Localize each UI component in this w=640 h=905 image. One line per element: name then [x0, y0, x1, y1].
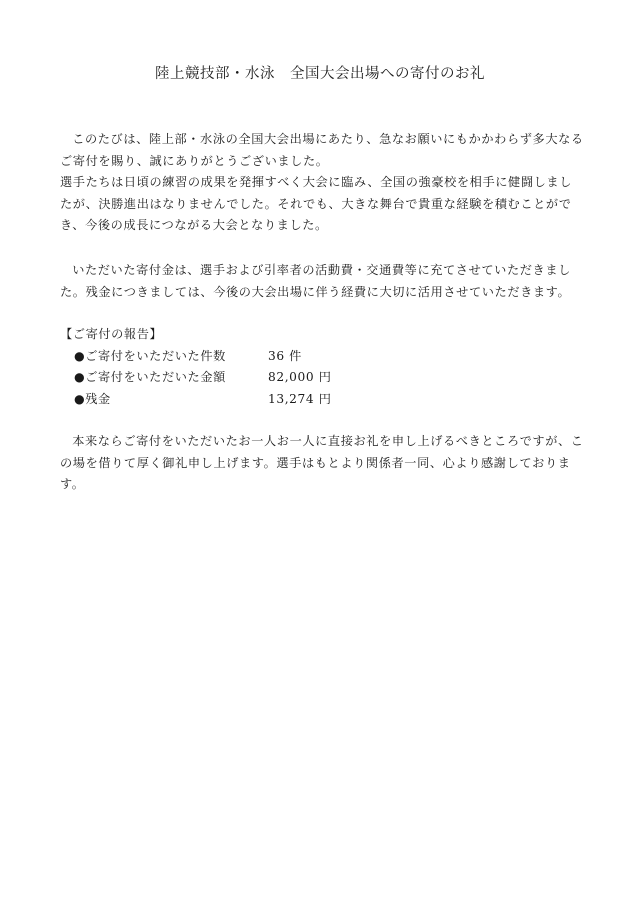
paragraph-thanks — [60, 129, 584, 237]
report-item-value: 13,274 円 — [268, 391, 332, 406]
report-item-value: 36 件 — [268, 348, 302, 363]
report-item-amount — [60, 367, 584, 389]
report-list — [60, 346, 584, 411]
paragraph-closing: 本来ならご寄付をいただいたお一人お一人に直接お礼を申し上げるべきところですが、この場を借りて厚く御礼申し上げます。選手はもとより関係者一同、心より感謝しております。 — [60, 434, 584, 491]
report-item-label: ●ご寄付をいただいた件数 — [74, 348, 226, 363]
report-item-label: ●残金 — [74, 391, 111, 406]
paragraph-usage: いただいた寄付金は、選手および引率者の活動費・交通費等に充てさせていただきました。残金につきましては、今後の大会出場に伴う経費に大切に活用させていただきます。 — [60, 263, 571, 299]
report-item-balance — [60, 389, 584, 411]
document-title: 陸上競技部・水泳 全国大会出場への寄付のお礼 — [155, 66, 485, 82]
report-item-count — [60, 346, 584, 368]
paragraph-thanks-intro: このたびは、陸上部・水泳の全国大会出場にあたり、急なお願いにもかかわらず多大なるご寄付を賜り、誠にありがとうございました。 — [60, 132, 584, 168]
report-heading: 【ご寄付の報告】 — [60, 327, 163, 341]
donation-report — [60, 324, 584, 410]
paragraph-thanks-result: 選手たちは日頃の練習の成果を発揮すべく大会に臨み、全国の強豪校を相手に健闘しましたが、決勝進出はなりませんでした。それでも、大きな舞台で貴重な経験を積むことができ、今後の成長につながる大会となりました。 — [60, 175, 572, 232]
report-item-label: ●ご寄付をいただいた金額 — [74, 370, 226, 384]
report-item-value: 82,000 円 — [268, 370, 332, 384]
